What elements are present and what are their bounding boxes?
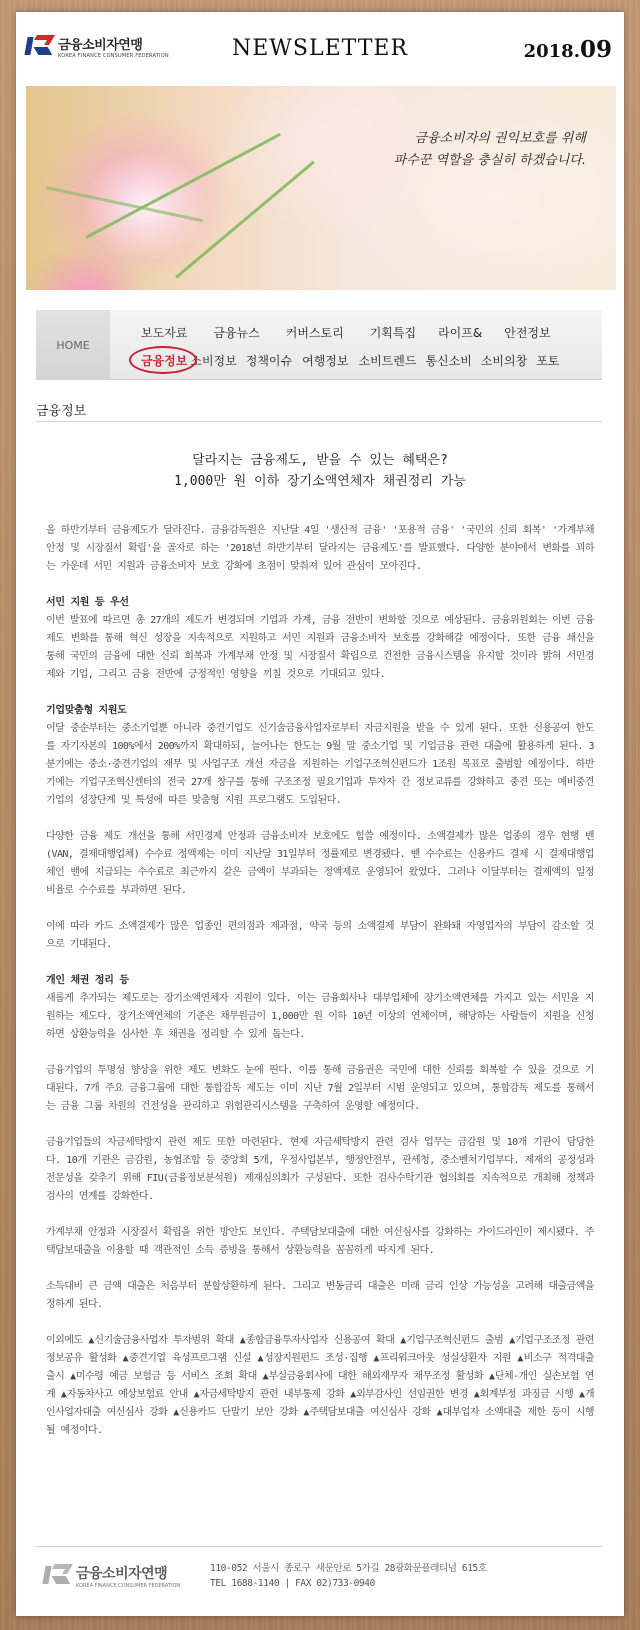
footer-phone-fax: TEL 1688-1140 | FAX 02)733-0940 [210,1578,375,1589]
nav-row-bottom [116,352,559,369]
article-paragraph: 올 하반기부터 금융제도가 달라진다. 금융감독원은 지난달 4일 '생산적 금융' '포용적 금융' '국민의 신뢰 회복' '가계부채 안정 및 시장질서 확립'을 골자로 하는 '2018년 하반기부터 달라지는 금융제도'를 발표했다. 다양한 분야에서 변화를 꾀하는 가운데 서민 지원과 금융소비자 보호 강화에 초점이 맞춰져 있어 관심이 모아진다. [46,525,594,572]
article-paragraph: 소득대비 큰 금액 대출은 처음부터 분할상환하게 된다. 그리고 변동금리 대출은 미래 금리 인상 가능성을 고려해 대출금액을 정하게 된다. [46,1281,594,1310]
nav-item-safety-info[interactable]: 안전정보 [504,326,551,340]
nav-item-consumer-info[interactable]: 소비정보 [190,354,237,368]
article-subheading: 기업맞춤형 지원도 [46,705,127,716]
newsletter-footer [36,1546,602,1602]
category-nav [36,310,602,380]
issue-month: 09 [579,36,612,63]
nav-item-telecom[interactable]: 통신소비 [425,354,472,368]
article-body [46,522,594,1458]
article-paragraph: 가계부채 안정과 시장질서 확립을 위한 방안도 보인다. 주택담보대출에 대한 여신심사를 강화하는 가이드라인이 제시됐다. 주택담보대출을 이용할 때 객관적인 소득 증빙을 통해서 상환능력을 꼼꼼하게 따지게 된다. [46,1227,594,1256]
article-paragraph: 이번 발표에 따르면 총 27개의 제도가 변경되며 기업과 가계, 금융 전반이 변화할 것으로 예상된다. 금융위원회는 이번 금융 제도 변화를 통해 혁신 성장을 지속적으로 지원하고 서민 지원과 금융소비자 보호를 강화해갈 예정이다. 또한 금융 쇄신을 통해 국민의 금융에 대한 신뢰 회복과 가계부채 안정 및 시장질서 확립으로 건전한 금융시스템을 유지할 것이라 밝혀 서민경제와 기업, 그리고 금융 전반에 긍정적인 영향을 끼칠 것으로 기대되고 있다. [46,615,594,680]
nav-item-life[interactable]: 라이프& [438,326,483,340]
nav-item-policy-issue[interactable]: 정책이슈 [245,354,293,368]
footer-contact-info [210,1561,487,1591]
nav-item-consumer-window[interactable]: 소비의창 [480,354,528,368]
nav-row-top [116,324,551,341]
article-subheading: 서민 지원 등 우선 [46,597,129,608]
headline-line1: 달라지는 금융제도, 받을 수 있는 혜택은? [192,453,448,468]
nav-home-button[interactable]: HOME [36,310,110,380]
nav-item-finance-info[interactable]: 금융정보 [141,354,188,368]
nav-item-finance-news[interactable]: 금융뉴스 [213,326,260,340]
headline-line2: 1,000만 원 이하 장기소액연체자 채권정리 가능 [174,474,466,489]
article-headline [16,450,624,492]
logo-korean-name: 금융소비자연맹 [58,38,143,53]
nav-item-press-release[interactable]: 보도자료 [141,326,188,340]
newsletter-page [16,12,624,1616]
issue-date [524,36,612,63]
nav-item-cover-story[interactable]: 커버스토리 [285,326,344,340]
issue-year: 2018. [523,41,580,62]
footer-address: 110-052 서울시 종로구 새문안로 5가길 28광화문플래티넘 615호 [210,1563,487,1574]
article-paragraph: 이외에도 ▲신기술금융사업자 투자범위 확대 ▲종합금융투자사업자 신용공여 확대 ▲기업구조혁신펀드 출범 ▲기업구조조정 관련 정보공유 활성화 ▲중견기업 육성프로그램 신설 ▲성장지원펀드 조성·집행 ▲프리워크아웃 성실상환자 지원 ▲비소구 적격대출 출시 ▲미수령 예금 보험금 등 서비스 조회 확대 ▲부실금융회사에 대한 해외재무자 채무조정 활성화 ▲단체-개인 실손보험 연계 ▲자동차사고 예상보험료 안내 ▲자금세탁방지 관련 내부통제 강화 ▲외부감사인 선임권한 변경 ▲회계부정 과징금 시행 ▲개인사업자대출 여신심사 강화 ▲신용카드 단말기 보안 강화 ▲주택담보대출 여신심사 강화 ▲대부업자 소액대출 제한 등이 시행될 예정이다. [46,1335,594,1436]
hero-caption [394,128,586,172]
section-title-text: 금융정보 [36,404,87,419]
hero-banner [26,86,616,290]
article-subheading: 개인 채권 정리 등 [46,975,129,986]
flower-stem [85,133,281,239]
footer-logo-english-name: KOREA FINANCE CONSUMER FEDERATION [76,1583,181,1589]
nav-item-consumer-trend[interactable]: 소비트렌드 [358,354,417,368]
article-paragraph: 금융기업의 투명성 향상을 위한 제도 변화도 눈에 띈다. 이를 통해 금융권은 국민에 대한 신뢰를 회복할 수 있을 것으로 기대된다. 7개 주요 금융그룹에 대한 통합감독 제도는 이미 지난 7월 2일부터 시범 운영되고 있으며, 통합감독 제도를 통해서는 금융 그룹 차원의 건전성을 관리하고 위험관리시스템을 구축하여 운영할 예정이다. [46,1065,594,1112]
nav-item-travel-info[interactable]: 여행정보 [302,354,349,368]
article-paragraph: 새롭게 추가되는 제도로는 장기소액연체자 지원이 있다. 이는 금융회사나 대부업체에 장기소액연체를 가지고 있는 서민을 지원하는 제도다. 장기소액연체의 기준은 채무원금이 1,000만 원 이하 10년 이상의 연체이며, 해당하는 사람들이 지원을 신청하면 상환능력을 심사한 후 채권을 정리할 수 있게 돕는다. [46,993,594,1040]
footer-logo-korean-name: 금융소비자연맹 [76,1566,168,1582]
hero-caption-line1: 금융소비자의 권익보호를 위해 [414,131,586,146]
article-paragraph: 다양한 금융 제도 개선을 통해 서민경제 안정과 금융소비자 보호에도 힘쓸 예정이다. 소액결제가 많은 업종의 경우 현행 밴(VAN, 결제대행업체) 수수료 정액제는 이미 지난달 31일부터 정률제로 변경됐다. 밴 수수료는 신용카드 결제 시 결제대행업체인 밴에 지급되는 수수료로 최근까지 같은 금액이 부과되는 정액제로 운영되어 왔었다. 그러나 이달부터는 결제액의 일정 비율로 수수료를 부과하면 된다. [46,831,594,896]
article-paragraph: 금융기업들의 자금세탁방지 관련 제도 또한 마련된다. 현재 자금세탁방지 관련 검사 업무는 금감원 및 10개 기관이 담당한다. 10개 기관은 금감원, 농협조합 등 중앙회 5개, 우정사업본부, 행정안전부, 관세청, 중소벤처기업부다. 제재의 공정성과 전문성을 갖추기 위해 FIU(금융정보분석원) 제재심의회가 구성된다. 또한 검사수탁기관 협의회를 지속적으로 개최해 정책과 검사의 연계를 강화한다. [46,1137,594,1202]
hero-caption-line2: 파수꾼 역할을 충실히 하겠습니다. [393,153,586,168]
nav-item-photo[interactable]: 포토 [536,354,560,368]
newsletter-title: NEWSLETTER [231,36,409,61]
footer-logo-icon [44,1564,72,1588]
article-paragraph: 이달 중순부터는 중소기업뿐 아니라 중견기업도 신기술금융사업자로부터 자금지원을 받을 수 있게 된다. 또한 신용공여 한도를 자기자본의 100%에서 200%까지 확대하되, 늘어나는 한도는 9월 말 중소기업 및 기업금융 관련 대출에 활용하게 된다. 3분기에는 중소·중견기업의 재무 및 사업구조 개선 자금을 지원하는 기업구조혁신펀드가 1조원 목표로 출범할 예정이다. 하반기에는 기업구조혁신센터의 전국 27개 창구를 통해 구조조정 필요기업과 투자자 간 정보교류를 강화하고 중견 또는 예비중견기업의 성장단계 및 특성에 따른 맞춤형 지원 프로그램도 도입된다. [46,723,594,806]
logo-english-name: KOREA FINANCE CONSUMER FEDERATION [58,53,169,59]
section-title [36,400,602,422]
footer-logo[interactable] [44,1563,180,1589]
nav-item-special-feature[interactable]: 기획특집 [369,326,417,340]
article-paragraph: 이에 따라 카드 소액결제가 많은 업종인 편의점과 제과점, 약국 등의 소액결제 부담이 완화돼 자영업자의 부담이 감소할 것으로 기대된다. [46,921,594,950]
newsletter-header [16,12,624,86]
